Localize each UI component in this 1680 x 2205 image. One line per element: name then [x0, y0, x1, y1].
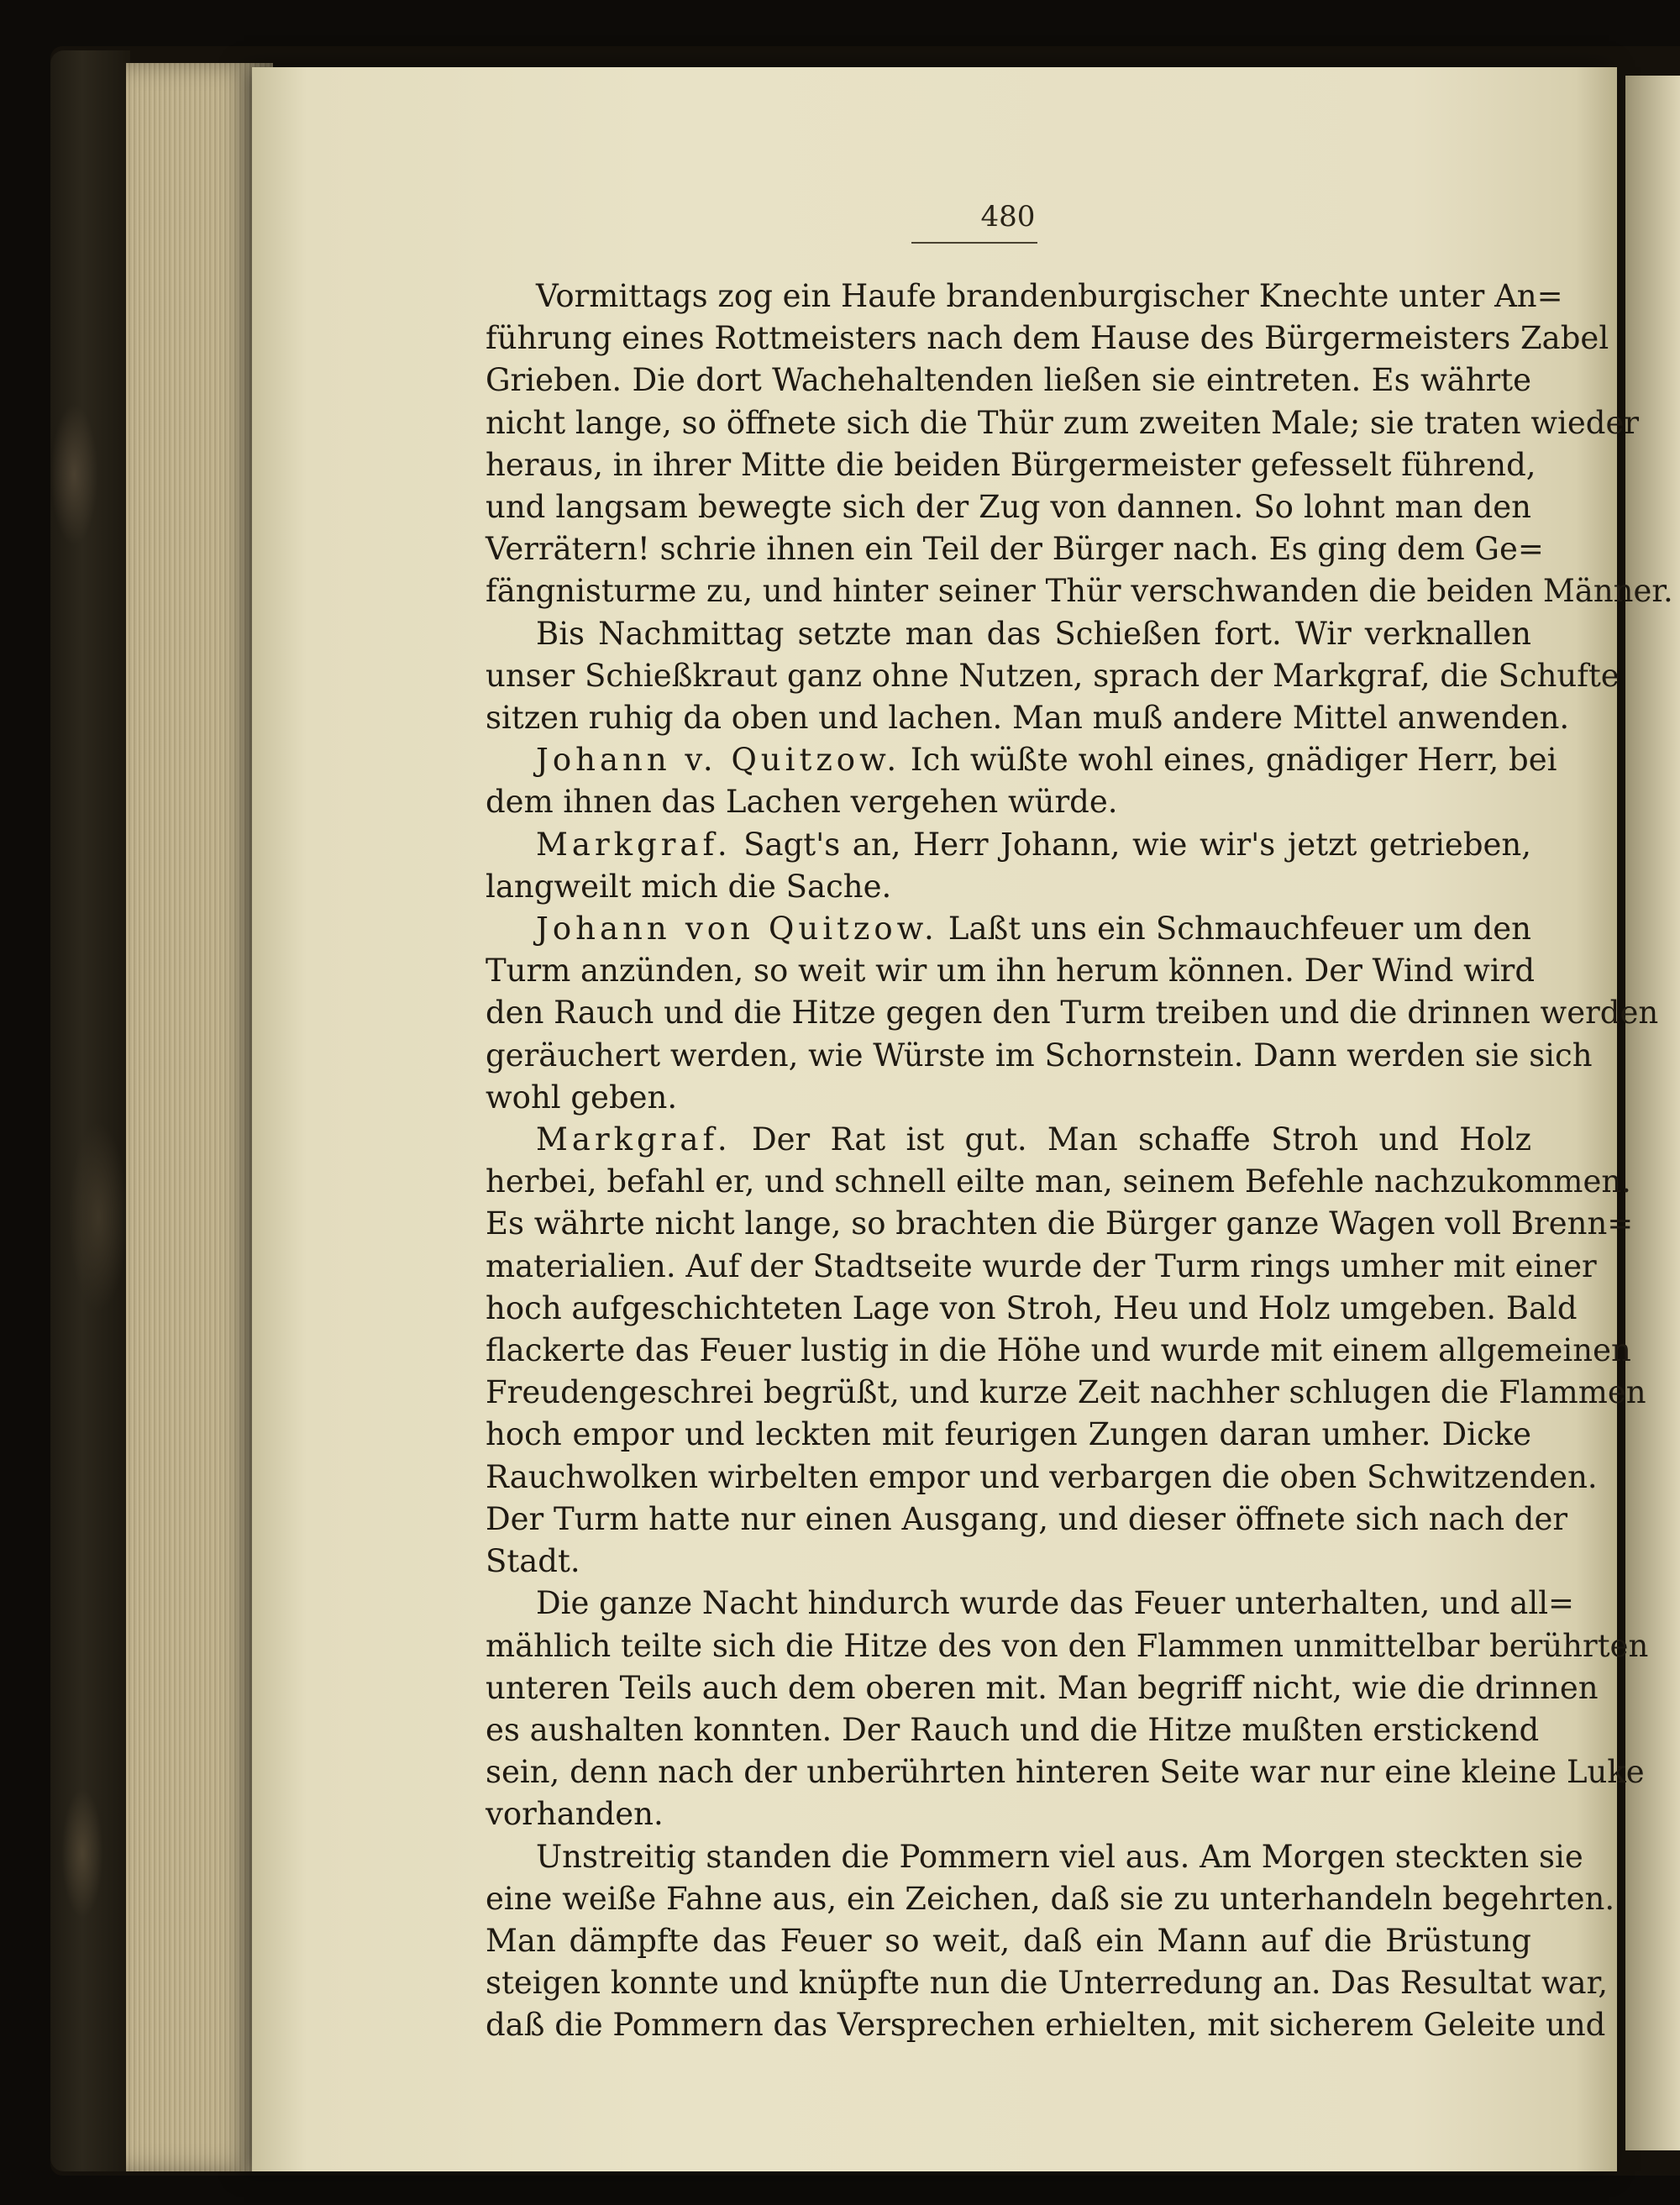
text-line	[486, 1667, 1599, 1709]
line-text: hoch aufgeschichteten Lage von Stroh, Heu und Holz umgeben. Bald	[486, 1289, 1578, 1326]
text-line	[486, 1541, 1531, 1583]
text-line	[486, 1372, 1646, 1414]
text-line	[486, 1625, 1649, 1667]
header-rule	[911, 242, 1037, 244]
text-line	[486, 1793, 1531, 1835]
line-text: Man dämpfte das Feuer so weit, daß ein Mann auf die Brüstung	[486, 1922, 1531, 1959]
line-text: fängnisturme zu, und hinter seiner Thür verschwanden die beiden Männer.	[486, 573, 1673, 610]
line-text: hoch empor und leckten mit feurigen Zungen daran umher. Dicke	[486, 1416, 1531, 1453]
line-text: Die ganze Nacht hindurch wurde das Feuer unterhalten, und all=	[536, 1585, 1575, 1622]
book-spine	[50, 50, 130, 2171]
text-line	[486, 486, 1531, 528]
line-text: Sagt's an, Herr Johann, wie wir's jetzt getrieben,	[731, 826, 1531, 863]
text-line	[486, 1246, 1597, 1288]
speaker-name: Johann v. Quitzow.	[536, 742, 901, 779]
line-text: Verrätern! schrie ihnen ein Teil der Bürger nach. Es ging dem Ge=	[486, 531, 1544, 568]
line-text: herbei, befahl er, und schnell eilte man, seinem Befehle nachzukommen.	[486, 1163, 1631, 1200]
text-line	[486, 570, 1673, 612]
text-line	[486, 1709, 1540, 1751]
text-line	[486, 1920, 1531, 1962]
text-line	[486, 276, 1563, 318]
text-line	[486, 1119, 1531, 1161]
line-text: sein, denn nach der unberührten hinteren Seite war nur eine kleine Luke	[486, 1754, 1645, 1791]
line-text: flackerte das Feuer lustig in die Höhe und wurde mit einem allgemeinen	[486, 1332, 1631, 1369]
text-line	[486, 1499, 1568, 1541]
line-text: dem ihnen das Lachen vergehen würde.	[486, 784, 1118, 821]
line-text: Turm anzünden, so weit wir um ihn herum können. Der Wind wird	[486, 953, 1536, 990]
text-line	[486, 1414, 1531, 1456]
line-text: führung eines Rottmeisters nach dem Hause des Bürgermeisters Zabel	[486, 320, 1609, 357]
line-text: sitzen ruhig da oben und lachen. Man muß andere Mittel anwenden.	[486, 700, 1570, 737]
line-text: Vormittags zog ein Haufe brandenburgischer Knechte unter An=	[536, 278, 1563, 314]
text-line	[486, 739, 1557, 781]
line-text: und langsam bewegte sich der Zug von dannen. So lohnt man den	[486, 489, 1531, 526]
text-line	[486, 908, 1531, 950]
speaker-name: Markgraf.	[536, 826, 732, 863]
text-line	[486, 1751, 1645, 1793]
text-line	[486, 1878, 1615, 1920]
text-line	[486, 1962, 1608, 2004]
line-text: geräuchert werden, wie Würste im Schornstein. Dann werden sie sich	[486, 1037, 1593, 1074]
line-text: steigen konnte und knüpfte nun die Unterredung an. Das Resultat war,	[486, 1965, 1608, 2002]
text-line	[486, 866, 1531, 908]
text-line	[486, 781, 1531, 823]
line-text: unteren Teils auch dem oberen mit. Man begriff nicht, wie die drinnen	[486, 1669, 1599, 1706]
line-text: Laßt uns ein Schmauchfeuer um den	[937, 911, 1531, 948]
line-text: Freudengeschrei begrüßt, und kurze Zeit nachher schlugen die Flammen	[486, 1374, 1646, 1411]
text-line	[486, 1583, 1575, 1625]
line-text: vorhanden.	[486, 1796, 664, 1833]
line-text: Bis Nachmittag setzte man das Schießen fort. Wir verknallen	[536, 615, 1531, 652]
text-line	[486, 1330, 1631, 1372]
line-text: materialien. Auf der Stadtseite wurde der Turm rings umher mit einer	[486, 1247, 1597, 1284]
text-line	[486, 444, 1536, 486]
speaker-name: Markgraf.	[536, 1121, 732, 1158]
text-line	[486, 1077, 1531, 1119]
speaker-name: Johann von Quitzow.	[536, 911, 938, 948]
line-text: Rauchwolken wirbelten empor und verbargen die oben Schwitzenden.	[486, 1458, 1598, 1495]
facing-page-edge	[1625, 76, 1680, 2150]
text-line	[486, 1161, 1631, 1203]
text-line	[486, 655, 1620, 697]
text-line	[486, 528, 1544, 570]
text-line	[486, 1457, 1598, 1499]
text-line	[486, 950, 1536, 992]
line-text: Der Rat ist gut. Man schaffe Stroh und Holz	[731, 1121, 1531, 1158]
line-text: Der Turm hatte nur einen Ausgang, und dieser öffnete sich nach der	[486, 1500, 1568, 1537]
page-number: 480	[980, 200, 1036, 234]
text-line	[486, 992, 1659, 1034]
line-text: Unstreitig standen die Pommern viel aus. Am Morgen steckten sie	[536, 1838, 1583, 1875]
line-text: Stadt.	[486, 1543, 580, 1580]
text-line	[486, 318, 1609, 360]
text-line	[486, 1288, 1578, 1330]
line-text: mählich teilte sich die Hitze des von den Flammen unmittelbar berührten	[486, 1627, 1649, 1664]
line-text: heraus, in ihrer Mitte die beiden Bürgermeister gefesselt führend,	[486, 446, 1536, 483]
line-text: nicht lange, so öffnete sich die Thür zum zweiten Male; sie traten wieder	[486, 404, 1640, 441]
line-text: eine weiße Fahne aus, ein Zeichen, daß sie zu unterhandeln begehrten.	[486, 1880, 1615, 1917]
text-line	[486, 1203, 1634, 1245]
page-body-text	[486, 276, 1673, 2047]
text-line	[486, 824, 1531, 866]
text-line	[486, 1035, 1593, 1077]
line-text: wohl geben.	[486, 1079, 678, 1116]
line-text: Grieben. Die dort Wachehaltenden ließen sie eintreten. Es währte	[486, 362, 1531, 399]
text-line	[486, 1836, 1583, 1878]
line-text: unser Schießkraut ganz ohne Nutzen, sprach der Markgraf, die Schufte	[486, 657, 1620, 694]
text-line	[486, 613, 1531, 655]
text-line	[486, 402, 1640, 444]
line-text: Es währte nicht lange, so brachten die Bürger ganze Wagen voll Brenn=	[486, 1205, 1634, 1242]
text-line	[486, 2004, 1606, 2046]
text-line	[486, 360, 1531, 402]
text-line	[486, 697, 1570, 739]
page-edges	[126, 63, 273, 2171]
line-text: es aushalten konnten. Der Rauch und die Hitze mußten erstickend	[486, 1711, 1540, 1748]
line-text: den Rauch und die Hitze gegen den Turm treiben und die drinnen werden	[486, 995, 1659, 1032]
line-text: langweilt mich die Sache.	[486, 868, 892, 905]
line-text: daß die Pommern das Versprechen erhielten, mit sicherem Geleite und	[486, 2007, 1606, 2044]
line-text: Ich wüßte wohl eines, gnädiger Herr, bei	[900, 742, 1557, 779]
